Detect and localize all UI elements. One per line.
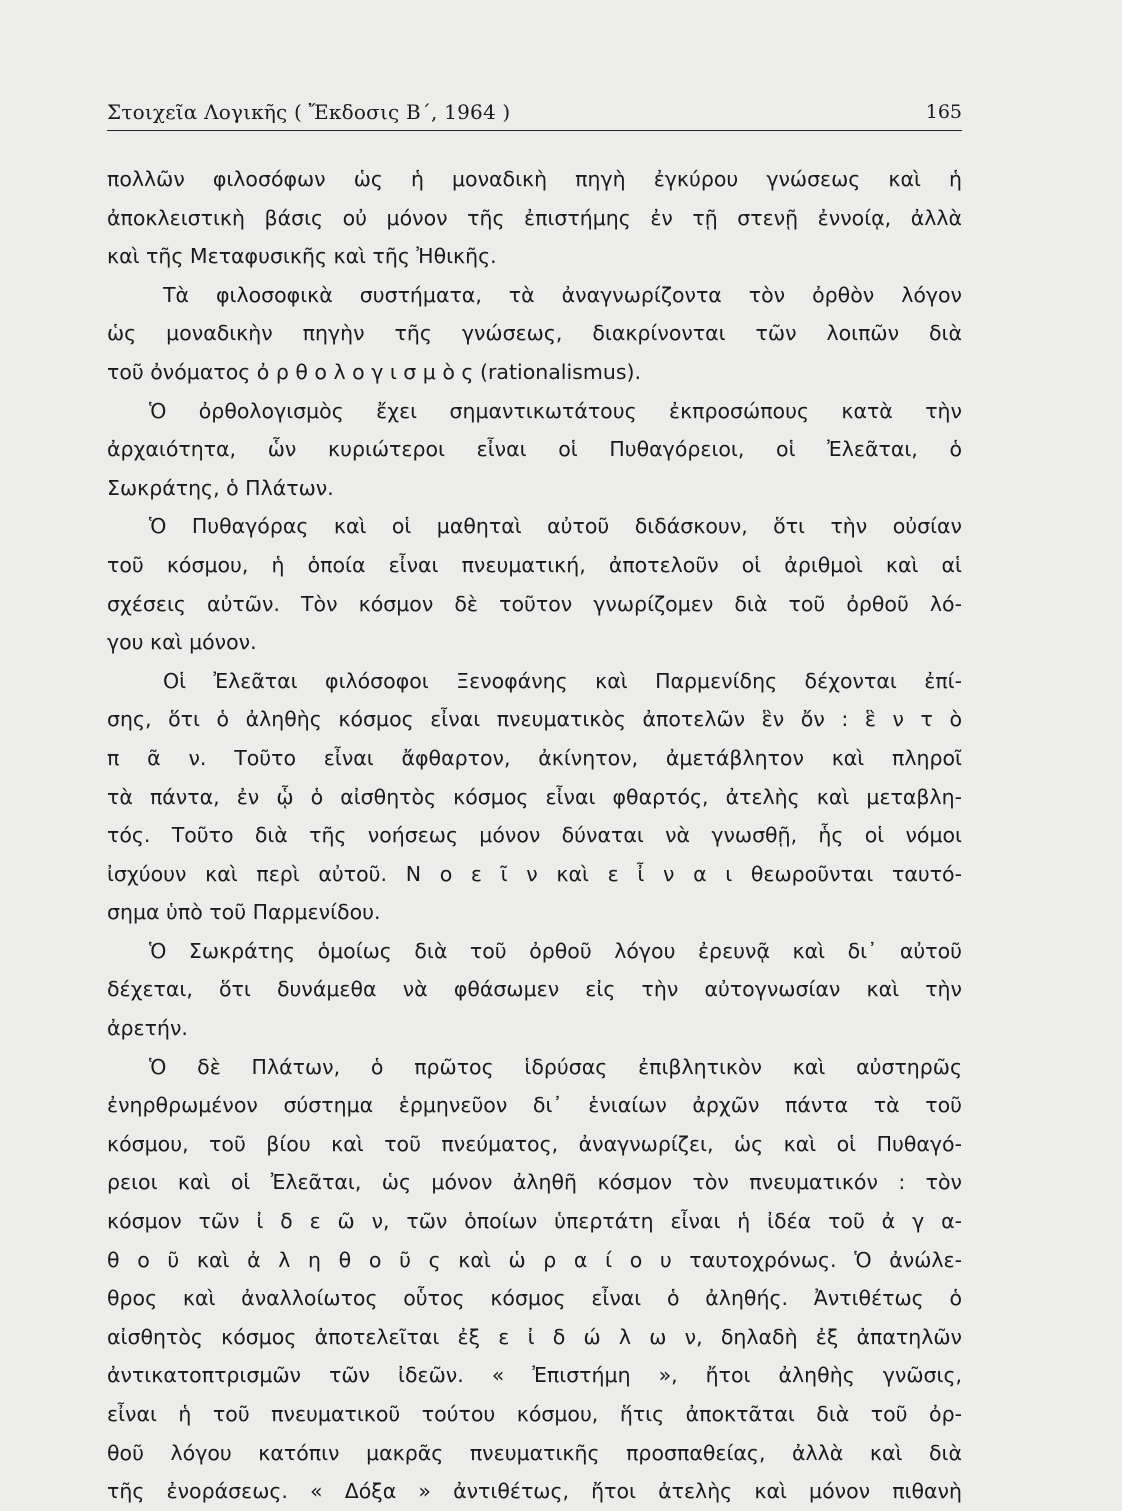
text-line: π ᾶ ν. Τοῦτο εἶναι ἄφθαρτον, ἀκίνητον, ἀμετάβλητον καὶ πληροῖ <box>107 745 962 770</box>
text-line: θρος καὶ ἀναλλοίωτος οὗτος κόσμος εἶναι ὁ ἀληθής. Ἀντιθέτως ὁ <box>107 1286 962 1311</box>
text-line: Ὁ ὀρθολογισμὸς ἔχει σημαντικωτάτους ἐκπροσώπους κατὰ τὴν <box>149 398 962 423</box>
text-line: ἀντικατοπτρισμῶν τῶν ἰδεῶν. « Ἐπιστήμη », ἤτοι ἀληθὴς γνῶσις, <box>107 1363 962 1388</box>
text-line: θ ο ῦ καὶ ἀ λ η θ ο ῦ ς καὶ ὡ ρ α ί ο υ ταυτοχρόνως. Ὁ ἀνώλε- <box>107 1247 962 1272</box>
text-line: Σωκράτης, ὁ Πλάτων. <box>107 475 334 500</box>
text-line: Ὁ δὲ Πλάτων, ὁ πρῶτος ἱδρύσας ἐπιβλητικὸν καὶ αὐστηρῶς <box>149 1054 962 1079</box>
running-header <box>107 96 962 131</box>
text-line: τὰ πάντα, ἐν ᾧ ὁ αἰσθητὸς κόσμος εἶναι φθαρτός, ἀτελὴς καὶ μεταβλη- <box>107 784 962 809</box>
text-line: ἐνηρθρωμένον σύστημα ἑρμηνεῦον δι᾽ ἑνιαίων ἀρχῶν πάντα τὰ τοῦ <box>107 1093 962 1118</box>
text-line: τοῦ ὀνόματος ὀ ρ θ ο λ ο γ ι σ μ ὸ ς (rationalismus). <box>107 359 642 384</box>
text-line: πολλῶν φιλοσόφων ὡς ἡ μοναδικὴ πηγὴ ἐγκύρου γνώσεως καὶ ἡ <box>107 167 962 191</box>
text-line: Οἱ Ἐλεᾶται φιλόσοφοι Ξενοφάνης καὶ Παρμενίδης δέχονται ἐπί- <box>163 668 962 693</box>
text-line: εἶναι ἡ τοῦ πνευματικοῦ τούτου κόσμου, ἥτις ἀποκτᾶται διὰ τοῦ ὀρ- <box>107 1402 962 1426</box>
text-line: τῆς ἐνοράσεως. « Δόξα » ἀντιθέτως, ἤτοι ἀτελὴς καὶ μόνον πιθανὴ <box>107 1479 962 1504</box>
text-line: ἀποκλειστικὴ βάσις οὐ μόνον τῆς ἐπιστήμης ἐν τῇ στενῇ ἐννοίᾳ, ἀλλὰ <box>107 205 962 230</box>
running-title: Στοιχεῖα Λογικῆς ( Ἔκδοσις Β΄, 1964 ) <box>107 100 511 124</box>
text-line: ἀρετήν. <box>107 1016 188 1041</box>
text-line: καὶ τῆς Μεταφυσικῆς καὶ τῆς Ἠθικῆς. <box>107 244 497 269</box>
text-line: ρειοι καὶ οἱ Ἐλεᾶται, ὡς μόνον ἀληθῆ κόσμον τὸν πνευματικόν : τὸν <box>107 1170 962 1195</box>
text-line: τός. Τοῦτο διὰ τῆς νοήσεως μόνον δύναται νὰ γνωσθῇ, ἧς οἱ νόμοι <box>107 823 962 848</box>
text-line: αἰσθητὸς κόσμος ἀποτελεῖται ἐξ ε ἰ δ ώ λ ω ν, δηλαδὴ ἐξ ἀπατηλῶν <box>107 1324 962 1349</box>
text-line: κόσμου, τοῦ βίου καὶ τοῦ πνεύματος, ἀναγνωρίζει, ὡς καὶ οἱ Πυθαγό- <box>107 1131 962 1156</box>
text-line: ἰσχύουν καὶ περὶ αὐτοῦ. Ν ο ε ῖ ν καὶ ε ἶ ν α ι θεωροῦνται ταυτό- <box>107 861 962 886</box>
text-line: σχέσεις αὐτῶν. Τὸν κόσμον δὲ τοῦτον γνωρίζομεν διὰ τοῦ ὀρθοῦ λό- <box>107 591 962 616</box>
body-text <box>107 160 962 1511</box>
text-line: σημα ὑπὸ τοῦ Παρμενίδου. <box>107 900 381 925</box>
text-line: τοῦ κόσμου, ἡ ὁποία εἶναι πνευματική, ἀποτελοῦν οἱ ἀριθμοὶ καὶ αἱ <box>107 552 962 577</box>
text-line: κόσμον τῶν ἰ δ ε ῶ ν, τῶν ὁποίων ὑπερτάτη εἶναι ἡ ἰδέα τοῦ ἀ γ α- <box>107 1209 962 1234</box>
text-line: δέχεται, ὅτι δυνάμεθα νὰ φθάσωμεν εἰς τὴν αὐτογνωσίαν καὶ τὴν <box>107 977 962 1002</box>
text-line: θοῦ λόγου κατόπιν μακρᾶς πνευματικῆς προσπαθείας, ἀλλὰ καὶ διὰ <box>107 1440 962 1465</box>
text-line: ἀρχαιότητα, ὧν κυριώτεροι εἶναι οἱ Πυθαγόρειοι, οἱ Ἐλεᾶται, ὁ <box>107 437 962 462</box>
text-line: Ὁ Πυθαγόρας καὶ οἱ μαθηταὶ αὐτοῦ διδάσκουν, ὅτι τὴν οὐσίαν <box>149 514 962 539</box>
text-line: Ὁ Σωκράτης ὁμοίως διὰ τοῦ ὀρθοῦ λόγου ἐρευνᾷ καὶ δι᾽ αὐτοῦ <box>149 938 962 963</box>
text-line: ὡς μοναδικὴν πηγὴν τῆς γνώσεως, διακρίνονται τῶν λοιπῶν διὰ <box>107 321 962 346</box>
page-number: 165 <box>925 101 962 123</box>
text-line: σης, ὅτι ὁ ἀληθὴς κόσμος εἶναι πνευματικὸς ἀποτελῶν ἓν ὄν : ἓ ν τ ὸ <box>107 707 962 732</box>
text-line: γου καὶ μόνον. <box>107 630 257 655</box>
text-line: Τὰ φιλοσοφικὰ συστήματα, τὰ ἀναγνωρίζοντα τὸν ὀρθὸν λόγον <box>163 282 962 307</box>
